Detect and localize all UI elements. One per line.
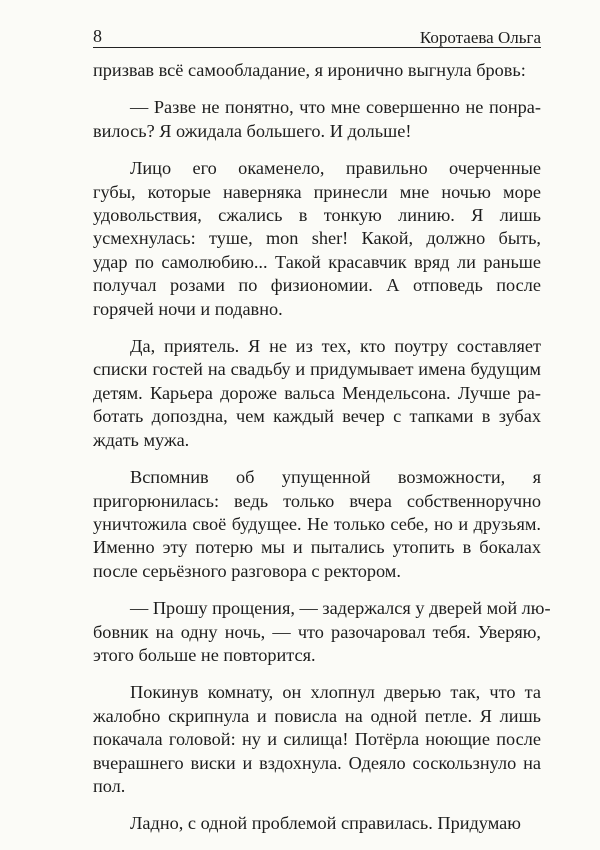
text-line: списки гостей на свадьбу и придумывает имена будущим <box>93 359 541 380</box>
body-text <box>93 59 551 850</box>
paragraph <box>93 157 541 321</box>
text-line: вилось? Я ожидала большего. И дольше! <box>93 120 412 141</box>
text-line: этого больше не повторится. <box>93 644 316 665</box>
page-number: 8 <box>93 26 102 46</box>
text-line: Вспомнив об упущенной возможности, я <box>130 467 541 488</box>
text-line: пол. <box>93 775 126 796</box>
text-line: ждать мужа. <box>93 429 190 450</box>
text-line: призвав всё самообладание, я иронично выгнула бровь: <box>93 60 526 80</box>
text-line: после серьёзного разговора с ректором. <box>93 560 401 581</box>
text-line: Покинув комнату, он хлопнул дверью так, что та <box>130 682 541 703</box>
text-line: Лицо его окаменело, правильно очерченные <box>130 158 541 179</box>
text-line: получал розами по физиономии. А отповедь после <box>93 275 541 296</box>
paragraph <box>93 59 541 82</box>
text-line: покачала головой: ну и силища! Потёрла ноющие после <box>93 729 541 750</box>
text-line: — Разве не понятно, что мне совершенно не понра- <box>130 97 541 118</box>
paragraph <box>93 96 541 143</box>
text-line: уничтожила своё будущее. Не только себе, но и друзьям. <box>93 513 541 534</box>
paragraph <box>93 681 541 798</box>
text-line: жалобно скрипнула и повисла на одной петле. Я лишь <box>93 705 541 726</box>
text-line: горячей ночи и подавно. <box>93 298 283 319</box>
text-line: ботать допоздна, чем каждый вечер с тапками в зубах <box>93 406 541 427</box>
paragraph <box>93 812 541 835</box>
page-header <box>93 22 541 48</box>
text-line: бовник на одну ночь, — что разочаровал тебя. Уверяю, <box>93 621 541 642</box>
text-line: пригорюнилась: ведь только вчера собственноручно <box>93 490 541 511</box>
running-head-author: Коротаева Ольга <box>419 28 541 47</box>
paragraph <box>93 335 541 452</box>
text-line: удар по самолюбию... Такой красавчик вряд ли раньше <box>93 251 541 272</box>
text-line: — Прошу прощения, — задержался у дверей мой лю- <box>130 598 551 619</box>
paragraph <box>93 466 541 583</box>
text-line: детям. Карьера дороже вальса Мендельсона. Лучше ра- <box>93 382 541 403</box>
text-line: усмехнулась: туше, mon sher! Какой, должно быть, <box>93 228 541 249</box>
header-rule <box>93 47 541 48</box>
text-line: Да, приятель. Я не из тех, кто поутру составляет <box>130 336 541 357</box>
text-line: вчерашнего виски и вздохнула. Одеяло соскользнуло на <box>93 752 541 773</box>
text-line: удовольствия, сжались в тонкую линию. Я лишь <box>93 205 541 226</box>
text-line: Ладно, с одной проблемой справилась. Придумаю <box>130 813 521 834</box>
paragraph <box>93 597 551 667</box>
text-line: Именно эту потерю мы и пытались утопить в бокалах <box>93 537 541 558</box>
text-line: губы, которые наверняка принесли мне ночью море <box>93 181 541 202</box>
